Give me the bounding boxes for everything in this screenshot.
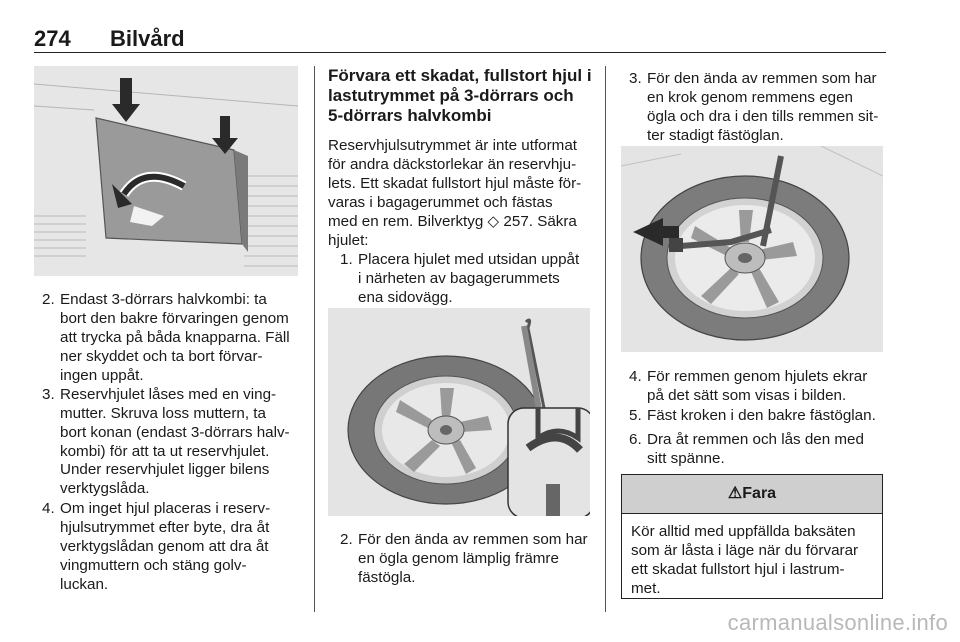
storage-cover-illustration	[34, 66, 298, 276]
warning-title: Fara	[742, 485, 777, 502]
column-divider-1	[314, 66, 315, 612]
warning-header	[622, 475, 882, 514]
column-divider-2	[605, 66, 606, 612]
warning-triangle-icon: ⚠	[727, 485, 743, 502]
page-number: 274	[34, 26, 71, 51]
warning-box	[621, 474, 883, 599]
warning-text: Kör alltid med uppfällda baksäten som är låsta i läge när du förvarar ett skadat fullstort hjul i lastrum- met.	[631, 523, 859, 597]
page-header	[34, 26, 886, 53]
watermark: carmanualsonline.info	[727, 610, 948, 635]
wheel-strap-illustration	[328, 308, 590, 516]
section-heading: Förvara ett skadat, fullstort hjul i lastutrymmet på 3-dörrars och 5-dörrars halvkombi	[328, 66, 592, 125]
wheel-trunk-illustration	[621, 146, 883, 352]
section-intro: Reservhjulsutrymmet är inte utformat för andra däckstorlekar än reservhju- lets. Ett skadat fullstort hjul måste för- varas i bagagerummet och fästas med en rem. Bilverktyg ◇ 257. Säkra hjulet:	[328, 137, 582, 249]
page-title: Bilvård	[110, 26, 185, 51]
